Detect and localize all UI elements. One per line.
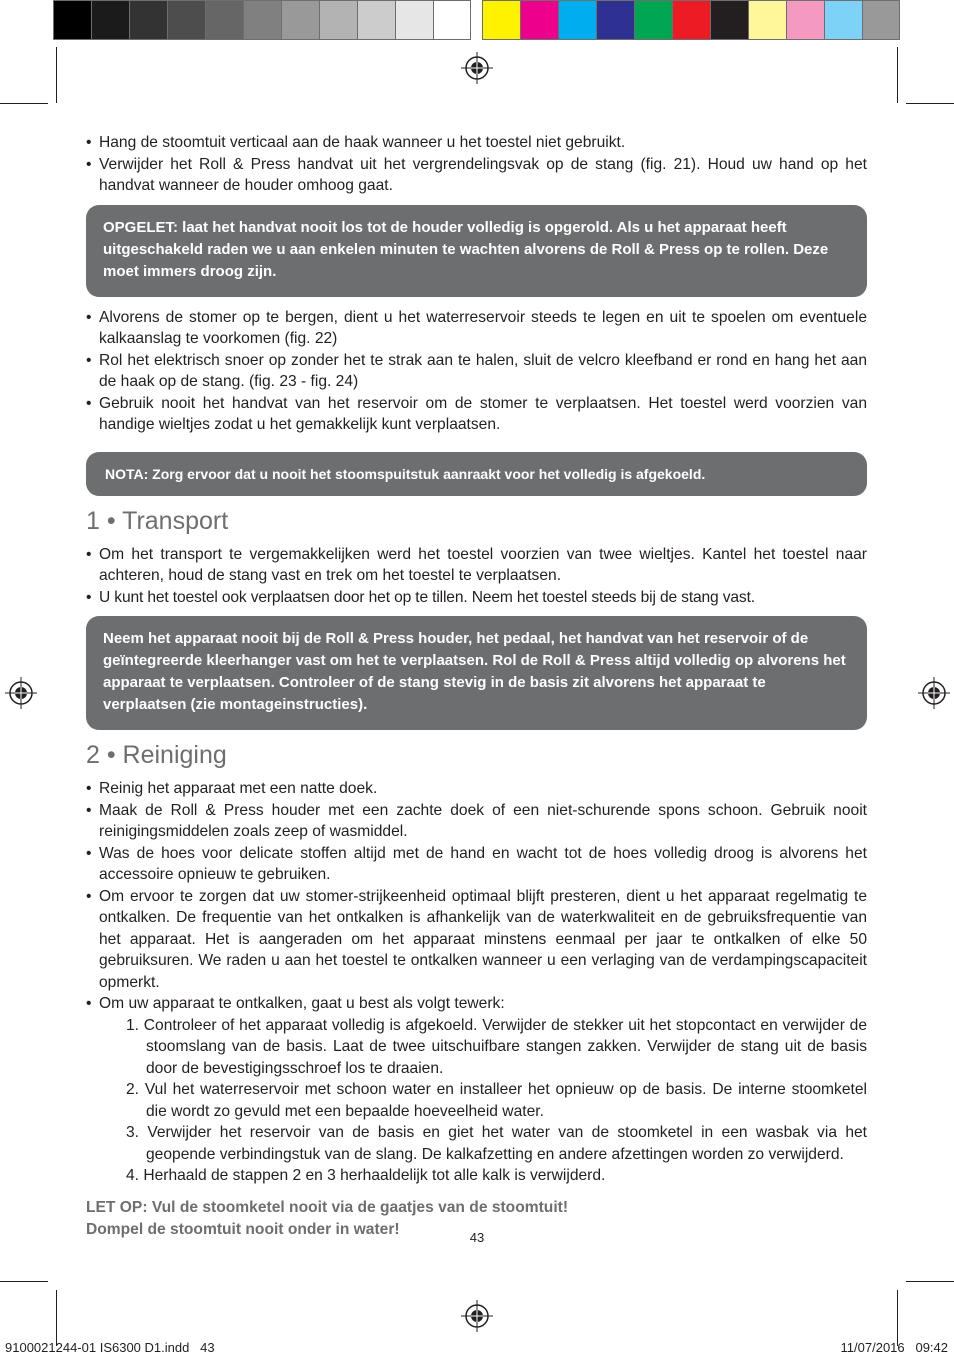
note-callout [86, 452, 867, 496]
list-item: • Maak de Roll & Press houder met een zachte doek of een niet-schurende spons schoon. Gebruik nooit reinigingsmiddelen zoals zeep of wasmiddel. [86, 801, 867, 840]
crop-mark [906, 1281, 954, 1282]
list-item: • Alvorens de stomer op te bergen, dient u het waterreservoir steeds te legen en uit te spoelen om eventuele kalkaanslag te voorkomen (fig. 22) [86, 308, 867, 347]
color-swatch [710, 0, 748, 40]
color-swatch [91, 0, 129, 40]
process-color-bar [482, 0, 900, 40]
list-item: • Hang de stoomtuit verticaal aan de haak wanneer u het toestel niet gebruikt. [86, 134, 626, 151]
page-number: 43 [469, 1230, 485, 1245]
crop-mark [897, 1290, 898, 1346]
list-item: • Verwijder het Roll & Press handvat uit het vergrendelingsvak op de stang (fig. 21). Houd uw hand op het handvat wanneer de houder omhoog gaat. [86, 155, 867, 194]
crop-mark [897, 47, 898, 103]
crop-mark [56, 1290, 57, 1346]
color-swatch [281, 0, 319, 40]
registration-mark-icon [461, 1300, 493, 1332]
crop-mark [906, 103, 954, 104]
caution-line: LET OP: Vul de stoomketel nooit via de gaatjes van de stoomtuit! [86, 1198, 569, 1216]
section-heading-reiniging: 2 • Reiniging [86, 741, 227, 769]
color-swatch [596, 0, 634, 40]
color-swatch [482, 0, 520, 40]
crop-mark [56, 47, 57, 103]
grayscale-color-bar [53, 0, 471, 40]
warning-text: OPGELET: laat het handvat nooit los tot de houder volledig is opgerold. Als u het apparaat heeft uitgeschakeld raden we u aan enkelen minuten te wachten alvorens de Roll & Press op te rollen. Deze moet immers droog zijn. [103, 218, 829, 280]
list-item: • Om uw apparaat te ontkalken, gaat u best als volgt tewerk: [86, 995, 505, 1012]
registration-mark-icon [461, 52, 493, 84]
color-swatch [319, 0, 357, 40]
footer-timestamp: 11/07/2016 09:42 [840, 1340, 948, 1355]
color-swatch [395, 0, 433, 40]
color-swatch [558, 0, 596, 40]
color-swatch [53, 0, 91, 40]
note-text: NOTA: Zorg ervoor dat u nooit het stoomspuitstuk aanraakt voor het volledig is afgekoeld. [105, 465, 706, 482]
color-swatch [634, 0, 672, 40]
list-item: • Gebruik nooit het handvat van het reservoir om de stomer te verplaatsen. Het toestel werd voorzien van handige wieltjes zodat u het gemakkelijk kunt verplaatsen. [86, 394, 867, 433]
descaling-steps [86, 1015, 867, 1187]
registration-mark-icon [918, 677, 950, 709]
caution-line: Dompel de stoomtuit nooit onder in water! [86, 1220, 400, 1238]
transport-warning-text: Neem het apparaat nooit bij de Roll & Press houder, het pedaal, het handvat van het reservoir of de geïntegreerde kleerhanger vast om het te verplaatsen. Rol de Roll & Press altijd volledig op alvorens het apparaat te verplaatsen. Controleer of de stang stevig in de basis zit alvorens het apparaat te verplaatsen (zie montageinstructies). [103, 630, 846, 713]
color-swatch [672, 0, 710, 40]
color-swatch [748, 0, 786, 40]
transport-warning-callout [86, 616, 867, 730]
color-swatch [243, 0, 281, 40]
color-swatch [129, 0, 167, 40]
page-content [86, 132, 867, 1241]
step-item: 4. Herhaald de stappen 2 en 3 herhaaldelijk tot alle kalk is verwijderd. [126, 1167, 606, 1184]
color-swatch [205, 0, 243, 40]
section-heading-transport: 1 • Transport [86, 506, 229, 535]
crop-mark [0, 1281, 48, 1282]
color-swatch [862, 0, 900, 40]
color-swatch [167, 0, 205, 40]
color-swatch [786, 0, 824, 40]
color-swatch [433, 0, 471, 40]
warning-callout [86, 205, 867, 297]
list-item: • Om ervoor te zorgen dat uw stomer-strijkeenheid optimaal blijft presteren, dient u het apparaat regelmatig te ontkalken. De frequentie van het ontkalken is afhankelijk van de waterkwaliteit en de gebruiksfrequentie van het apparaat. Het is aangeraden om het apparaat minstens eenmaal per jaar te ontkalken of elke 50 gebruiksuren. We raden u aan het toestel te ontkalken wanneer u een verlaging van de verdampingscapaciteit opmerkt. [86, 887, 867, 991]
color-swatch [824, 0, 862, 40]
list-item: • U kunt het toestel ook verplaatsen door het op te tillen. Neem het toestel steeds bij de stang vast. [86, 588, 755, 606]
step-item: 1. Controleer of het apparaat volledig is afgekoeld. Verwijder de stekker uit het stopcontact en verwijder de stoomslang van de basis. Laat de twee uitschuifbare stangen zakken. Verwijder de stang uit de basis door de bevestigingsschroef los te draaien. [126, 1016, 867, 1077]
list-item: • Om het transport te vergemakkelijken werd het toestel voorzien van twee wieltjes. Kantel het toestel naar achteren, houd de stang vast en trek om het toestel te verplaatsen. [86, 545, 867, 584]
footer-file-info: 9100021244-01 IS6300 D1.indd 43 [5, 1340, 215, 1355]
step-item: 2. Vul het waterreservoir met schoon water en installeer het opnieuw op de basis. De interne stoomketel die wordt zo gevuld met een bepaalde hoeveelheid water. [126, 1081, 867, 1120]
color-swatch [357, 0, 395, 40]
list-item: • Was de hoes voor delicate stoffen altijd met de hand en wacht tot de hoes volledig droog is alvorens het accessoire opnieuw te gebruiken. [86, 844, 867, 883]
crop-mark [0, 103, 48, 104]
list-item: • Rol het elektrisch snoer op zonder het te strak aan te halen, sluit de velcro kleefband er rond en hang het aan de haak op de stang. (fig. 23 - fig. 24) [86, 351, 867, 390]
step-item: 3. Verwijder het reservoir van de basis en giet het water van de stoomketel in een wasbak via het geopende verbindingstuk van de slang. De kalkafzetting en andere afzettingen worden zo verwijderd. [126, 1124, 867, 1163]
list-item: • Reinig het apparaat met een natte doek. [86, 780, 378, 797]
registration-mark-icon [5, 677, 37, 709]
color-swatch [520, 0, 558, 40]
